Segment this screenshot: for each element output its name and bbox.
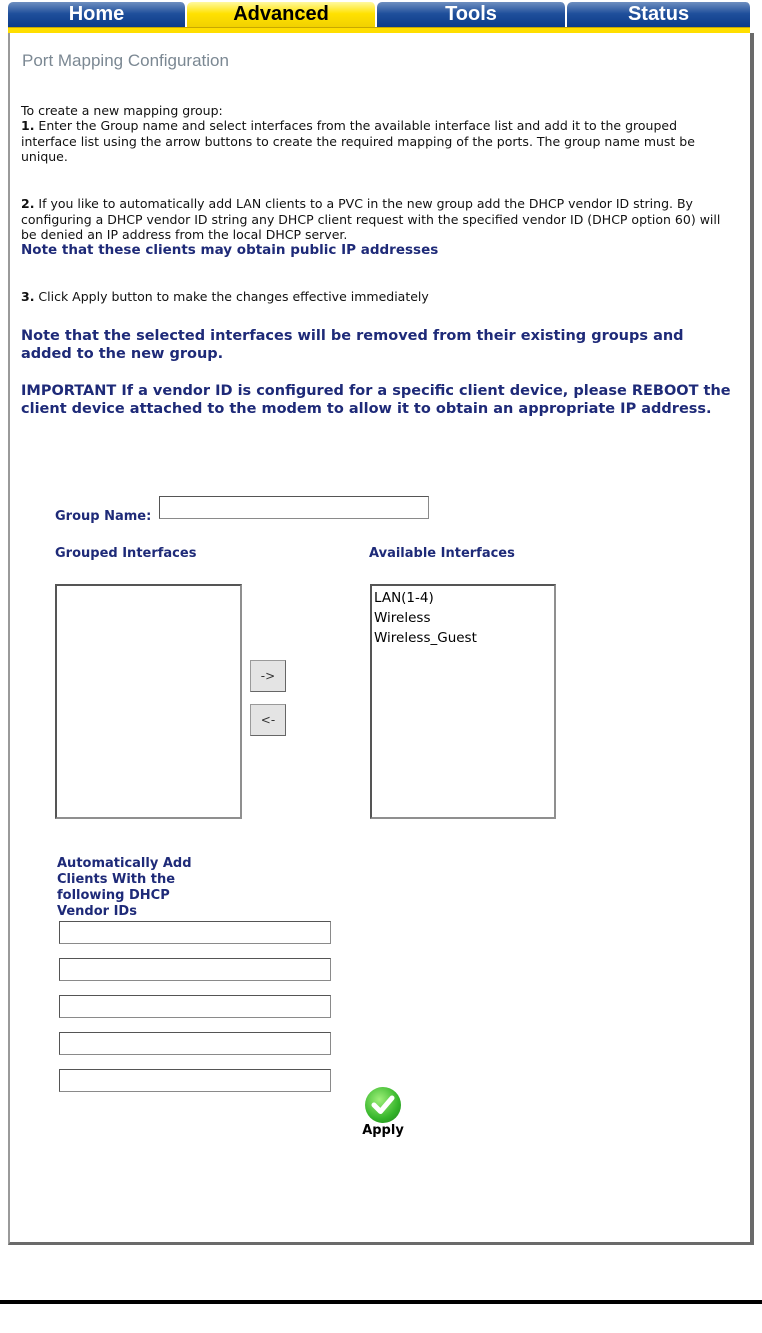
- tab-advanced[interactable]: Advanced: [187, 2, 376, 28]
- instructions-step1: [21, 118, 736, 165]
- tab-status[interactable]: Status: [567, 2, 751, 28]
- checkmark-icon: [365, 1087, 401, 1123]
- group-name-input[interactable]: [159, 496, 429, 519]
- available-interface-option[interactable]: Wireless_Guest: [374, 630, 477, 646]
- intro-text: To create a new mapping group:: [21, 103, 223, 118]
- instructions-step3: [21, 289, 736, 305]
- available-interface-option[interactable]: LAN(1-4): [374, 590, 434, 606]
- page-divider: [0, 1300, 762, 1304]
- apply-button[interactable]: [358, 1087, 408, 1138]
- tab-bar: [0, 0, 756, 27]
- note-important-reboot: IMPORTANT If a vendor ID is configured for a specific client device, please REBOOT the client device attached to the modem to allow it to obtain an appropriate IP address.: [21, 383, 731, 417]
- vendor-id-input-1[interactable]: [59, 921, 331, 944]
- step2-number: 2.: [21, 196, 35, 211]
- step1-number: 1.: [21, 118, 35, 133]
- step2-text: If you like to automatically add LAN clients to a PVC in the new group add the DHCP vendor ID string. By configuring a DHCP vendor ID string any DHCP client request with the specified vendor ID (DHCP option 60) will be denied an IP address from the local DHCP server.: [21, 196, 721, 242]
- move-right-button[interactable]: ->: [250, 660, 286, 692]
- available-interfaces-list[interactable]: [370, 584, 556, 819]
- instructions-intro: [21, 103, 736, 119]
- vendor-ids-label: Automatically Add Clients With the following DHCP Vendor IDs: [57, 856, 192, 919]
- vendor-id-input-4[interactable]: [59, 1032, 331, 1055]
- vendor-id-input-2[interactable]: [59, 958, 331, 981]
- tab-tools[interactable]: Tools: [377, 2, 566, 28]
- grouped-interfaces-list[interactable]: [55, 584, 242, 819]
- grouped-interfaces-label: Grouped Interfaces: [55, 546, 197, 561]
- step3-text: Click Apply button to make the changes effective immediately: [34, 289, 429, 304]
- move-left-button[interactable]: <-: [250, 704, 286, 736]
- tab-home[interactable]: Home: [8, 2, 186, 28]
- available-interfaces-label: Available Interfaces: [369, 546, 515, 561]
- vendor-id-input-3[interactable]: [59, 995, 331, 1018]
- instructions-step2: [21, 196, 736, 243]
- apply-label: Apply: [362, 1123, 404, 1138]
- step1-text: Enter the Group name and select interfaces from the available interface list and add it to the grouped interface list using the arrow buttons to create the required mapping of the ports. The group name must be unique.: [21, 118, 695, 164]
- vendor-id-input-5[interactable]: [59, 1069, 331, 1092]
- group-name-label: Group Name:: [55, 509, 152, 524]
- step3-number: 3.: [21, 289, 35, 304]
- content-frame: [8, 33, 754, 1245]
- note-interfaces-removed: Note that the selected interfaces will be removed from their existing groups and added to the new group.: [21, 328, 684, 362]
- page-title: Port Mapping Configuration: [22, 51, 229, 70]
- available-interface-option[interactable]: Wireless: [374, 610, 431, 626]
- step2-note: Note that these clients may obtain public IP addresses: [21, 242, 439, 258]
